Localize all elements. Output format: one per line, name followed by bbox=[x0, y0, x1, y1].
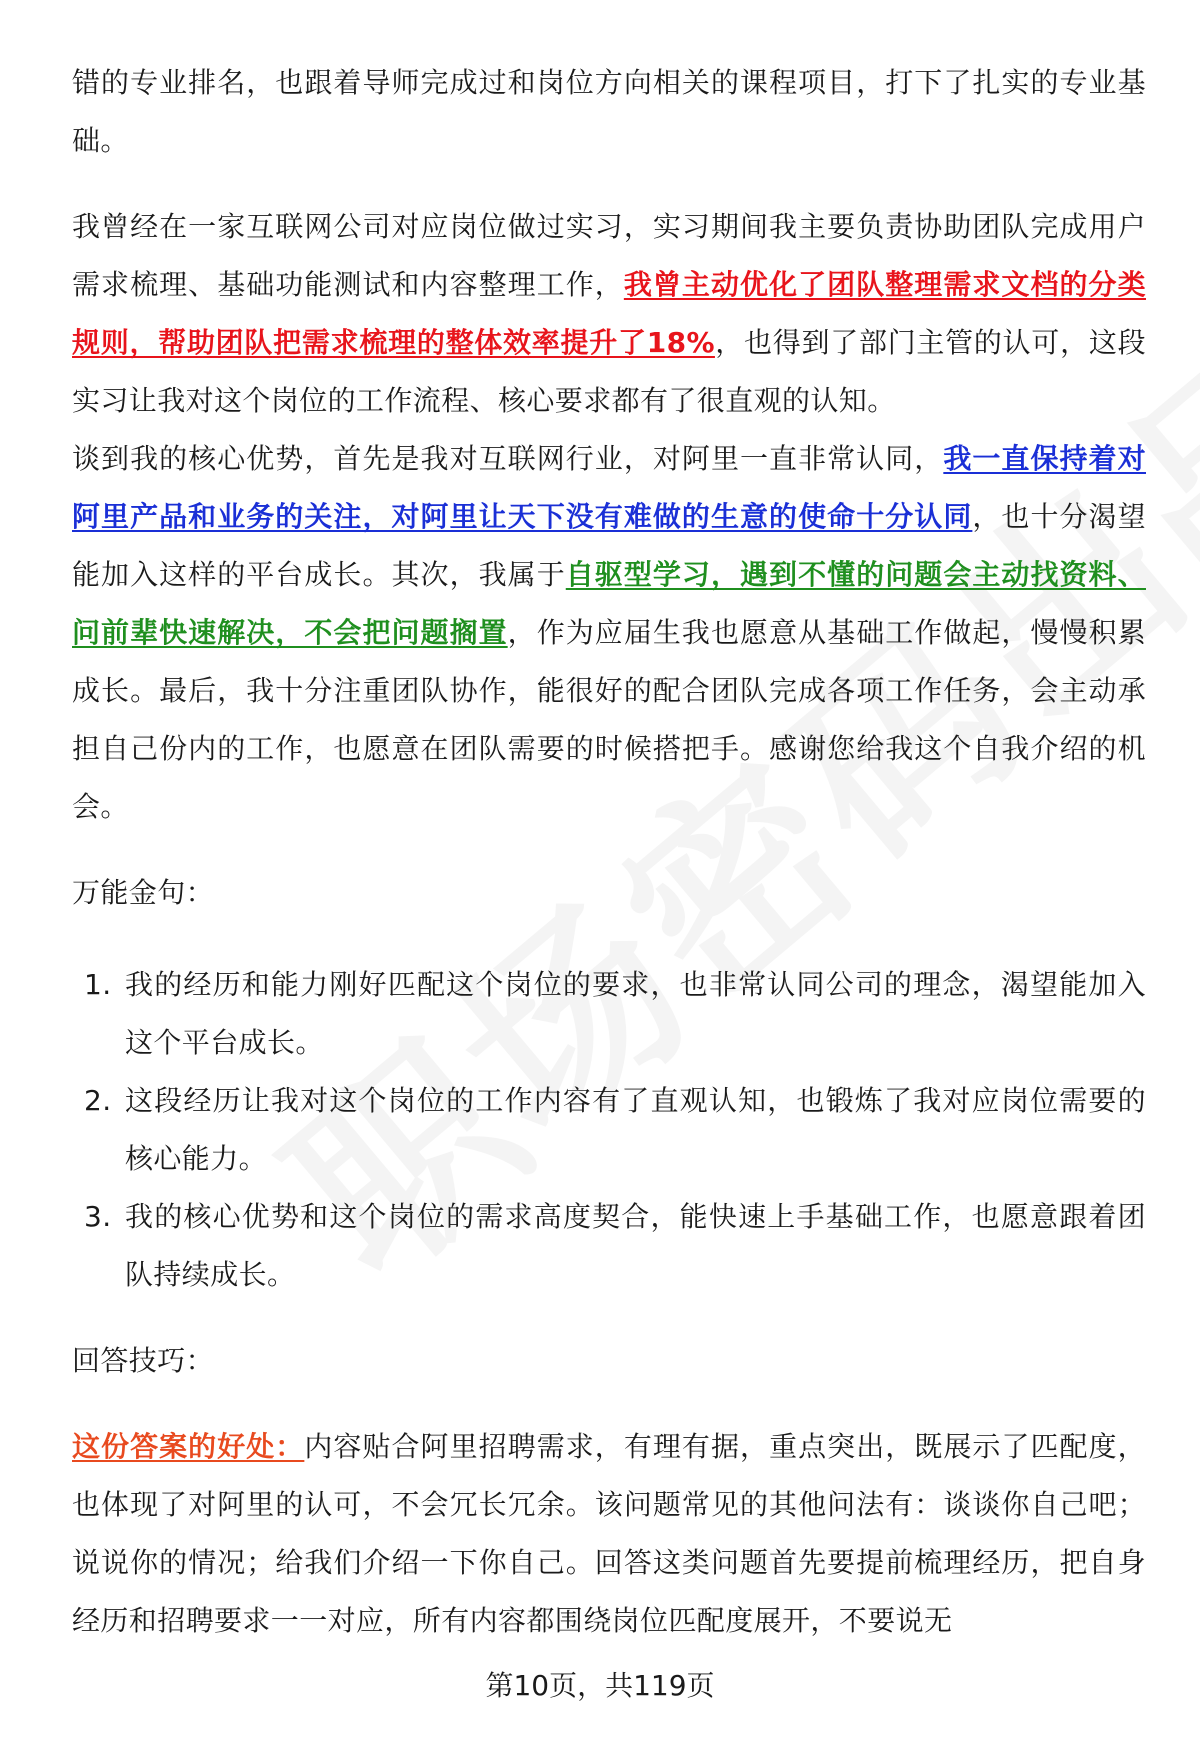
advantages-highlight-green: 自驱型学习，遇到不懂的问题会主动找资料、问前辈快速解决，不会把问题搁置 bbox=[72, 558, 1146, 649]
internship-highlight: 我曾主动优化了团队整理需求文档的分类规则，帮助团队把需求梳理的整体效率提升了18% bbox=[72, 268, 1146, 359]
list-item-text: 这段经历让我对这个岗位的工作内容有了直观认知，也锻炼了我对应岗位需要的核心能力。 bbox=[125, 1084, 1146, 1175]
list-item-number: 1. bbox=[84, 968, 112, 1001]
tips-heading: 回答技巧： bbox=[72, 1344, 215, 1377]
list-item bbox=[72, 1188, 1146, 1304]
internship-text-before: 我曾经在一家互联网公司对应岗位做过实习，实习期间我主要负责协助团队完成用户需求梳理、基础功能测试和内容整理工作， bbox=[72, 210, 1146, 301]
intro-paragraph-tail: 错的专业排名，也跟着导师完成过和岗位方向相关的课程项目，打下了扎实的专业基础。 bbox=[72, 66, 1146, 157]
golden-sentences-list bbox=[72, 956, 1146, 1304]
advantages-part-3: ，作为应届生我也愿意从基础工作做起，慢慢积累成长。最后，我十分注重团队协作，能很好的配合团队完成各项工作任务，会主动承担自己份内的工作，也愿意在团队需要的时候搭把手。感谢您给我这个自我介绍的机会。 bbox=[72, 616, 1146, 823]
list-item bbox=[72, 956, 1146, 1072]
golden-sentences-heading: 万能金句： bbox=[72, 876, 215, 909]
list-item-text: 我的经历和能力刚好匹配这个岗位的要求，也非常认同公司的理念，渴望能加入这个平台成长。 bbox=[125, 968, 1146, 1059]
list-item-number: 2. bbox=[84, 1084, 112, 1117]
internship-paragraph bbox=[72, 198, 1146, 430]
list-item-text: 我的核心优势和这个岗位的需求高度契合，能快速上手基础工作，也愿意跟着团队持续成长。 bbox=[125, 1200, 1146, 1291]
page-number-footer: 第10页，共119页 bbox=[485, 1669, 715, 1702]
advantages-highlight-blue: 我一直保持着对阿里产品和业务的关注，对阿里让天下没有难做的生意的使命十分认同 bbox=[72, 442, 1146, 533]
internship-text-after: ，也得到了部门主管的认可，这段实习让我对这个岗位的工作流程、核心要求都有了很直观的认知。 bbox=[72, 326, 1146, 417]
advantages-part-2: ，也十分渴望能加入这样的平台成长。其次，我属于 bbox=[72, 500, 1146, 591]
tips-label: 这份答案的好处： bbox=[72, 1430, 305, 1463]
advantages-part-1: 谈到我的核心优势，首先是我对互联网行业，对阿里一直非常认同， bbox=[72, 442, 944, 475]
list-item bbox=[72, 1072, 1146, 1188]
tips-paragraph bbox=[72, 1418, 1146, 1650]
advantages-paragraph bbox=[72, 430, 1146, 836]
tips-text: 内容贴合阿里招聘需求，有理有据，重点突出，既展示了匹配度，也体现了对阿里的认可，不会冗长冗余。该问题常见的其他问法有：谈谈你自己吧；说说你的情况；给我们介绍一下你自己。回答这类问题首先要提前梳理经历，把自身经历和招聘要求一一对应，所有内容都围绕岗位匹配度展开，不要说无 bbox=[72, 1430, 1146, 1637]
document-body bbox=[72, 54, 1146, 1650]
list-item-number: 3. bbox=[84, 1200, 112, 1233]
